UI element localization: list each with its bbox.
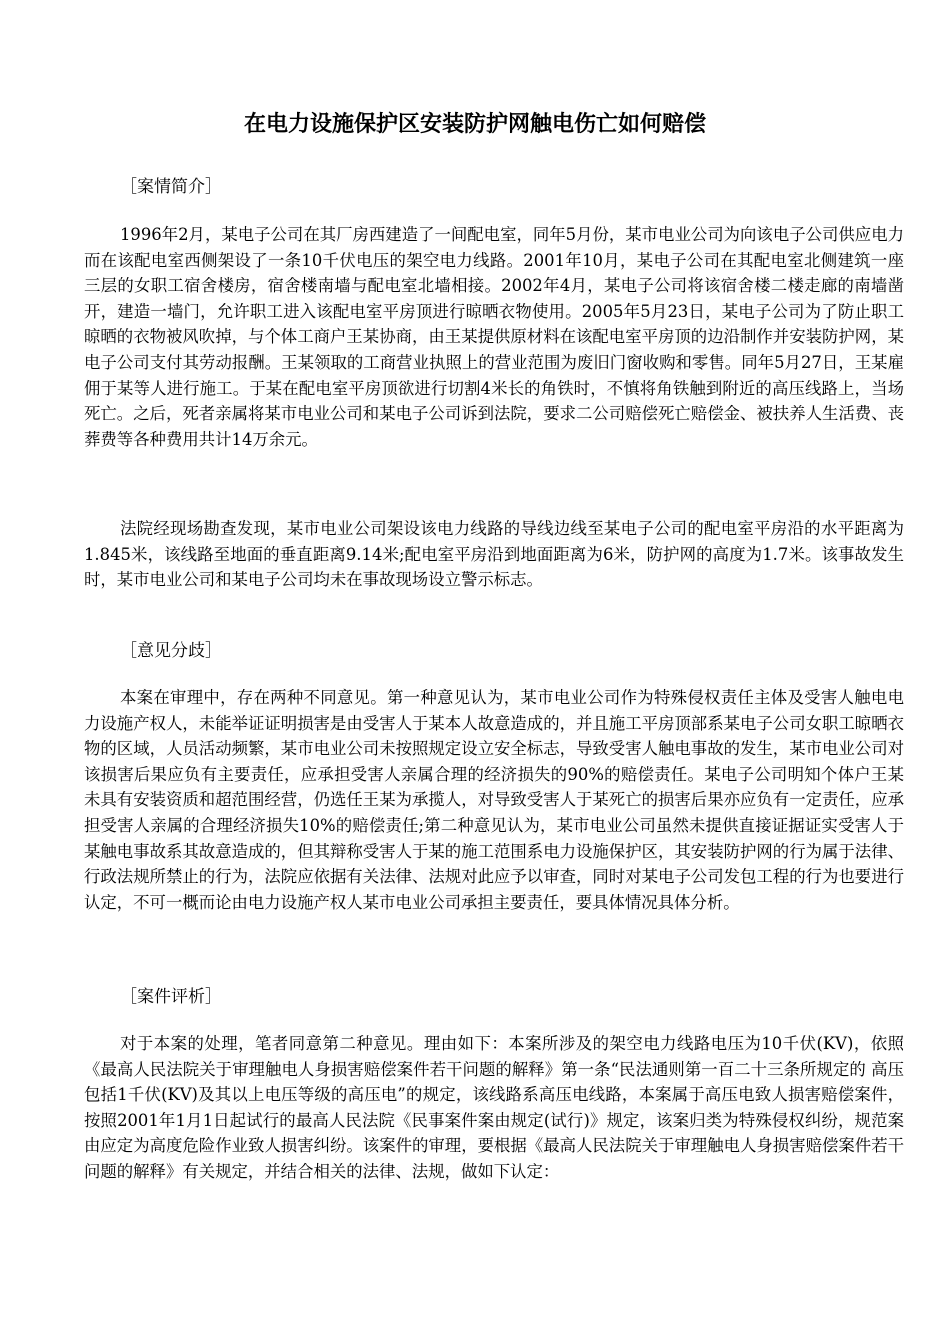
section-heading-case-summary: ［案情简介］: [120, 177, 222, 197]
section-heading-disagreement: ［意见分歧］: [120, 641, 222, 661]
paragraph-case-facts: 1996年2月，某电子公司在其厂房西建造了一间配电室，同年5月份，某市电业公司为向该电子公司供应电力而在该配电室西侧架设了一条10千伏电压的架空电力线路。2001年10月，某电子公司在其配电室北侧建筑一座三层的女职工宿舍楼房，宿舍楼南墙与配电室北墙相接。2002年4月，某电子公司将该宿舍楼二楼走廊的南墙凿开，建造一墙门，允许职工进入该配电室平房顶进行晾晒衣物使用。2005年5月23日，某电子公司为了防止职工晾晒的衣物被风吹掉，与个体工商户王某协商，由王某提供原材料在该配电室平房顶的边沿制作并安装防护网，某电子公司支付其劳动报酬。王某领取的工商营业执照上的营业范围为废旧门窗收购和零售。同年5月27日，王某雇佣于某等人进行施工。于某在配电室平房顶欲进行切割4米长的角铁时，不慎将角铁触到附近的高压线路上，当场死亡。之后，死者亲属将某市电业公司和某电子公司诉到法院，要求二公司赔偿死亡赔偿金、被扶养人生活费、丧葬费等各种费用共计14万余元。: [84, 225, 904, 449]
section-heading-analysis: ［案件评析］: [120, 987, 222, 1007]
document-title: 在电力设施保护区安装防护网触电伤亡如何赔偿: [243, 112, 706, 137]
paragraph-opinions: 本案在审理中，存在两种不同意见。第一种意见认为，某市电业公司作为特殊侵权责任主体及受害人触电电力设施产权人，未能举证证明损害是由受害人于某本人故意造成的，并且施工平房顶部系某电子公司女职工晾晒衣物的区域，人员活动频繁，某市电业公司未按照规定设立安全标志，导致受害人触电事故的发生，某市电业公司对该损害后果应负有主要责任，应承担受害人亲属合理的经济损失的90%的赔偿责任。某电子公司明知个体户王某未具有安装资质和超范围经营，仍选任王某为承揽人，对导致受害人于某死亡的损害后果亦应负有一定责任，应承担受害人亲属的合理经济损失10%的赔偿责任;第二种意见认为，某市电业公司虽然未提供直接证据证实受害人于某触电事故系其故意造成的，但其辩称受害人于某的施工范围系电力设施保护区，其安装防护网的行为属于法律、行政法规所禁止的行为，法院应依据有关法律、法规对此应予以审查，同时对某电子公司发包工程的行为也要进行认定，不可一概而论由电力设施产权人某市电业公司承担主要责任，要具体情况具体分析。: [84, 688, 904, 912]
paragraph-court-findings: 法院经现场勘查发现，某市电业公司架设该电力线路的导线边线至某电子公司的配电室平房沿的水平距离为1.845米，该线路至地面的垂直距离9.14米;配电室平房沿到地面距离为6米，防护网的高度为1.7米。该事故发生时，某市电业公司和某电子公司均未在事故现场设立警示标志。: [84, 519, 904, 590]
paragraph-analysis: 对于本案的处理，笔者同意第二种意见。理由如下：本案所涉及的架空电力线路电压为10千伏(KV)，依照《最高人民法院关于审理触电人身损害赔偿案件若干问题的解释》第一条“民法通则第一百二十三条所规定的 高压 包括1千伏(KV)及其以上电压等级的高压电”的规定，该线路系高压电线路，本案属于高压电致人损害赔偿案件，按照2001年1月1日起试行的最高人民法院《民事案件案由规定(试行)》规定，该案归类为特殊侵权纠纷，规范案由应定为高度危险作业致人损害纠纷。该案件的审理，要根据《最高人民法院关于审理触电人身损害赔偿案件若干问题的解释》有关规定，并结合相关的法律、法规，做如下认定：: [84, 1034, 904, 1181]
